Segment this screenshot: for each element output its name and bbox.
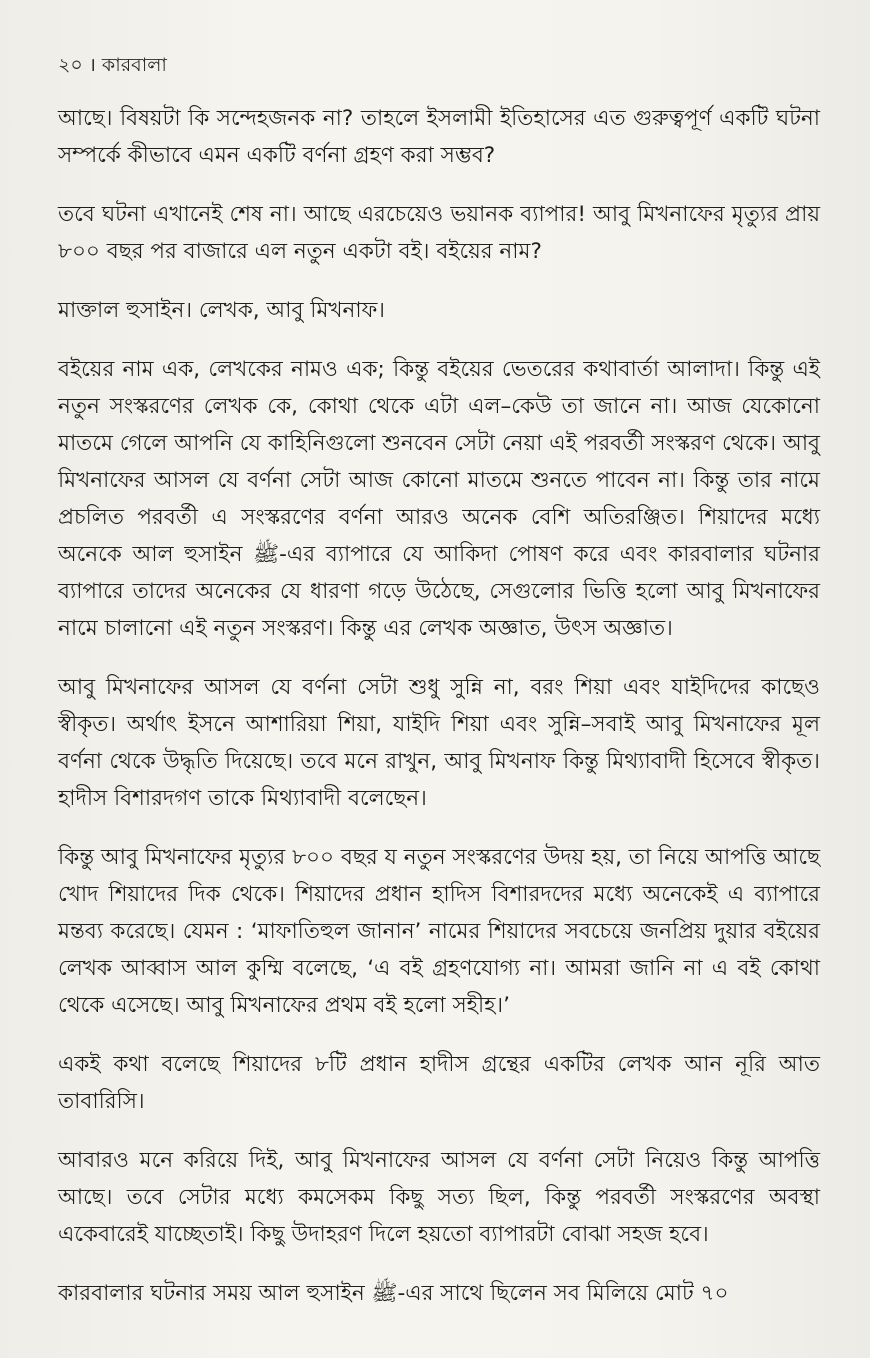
book-title: কারবালা bbox=[101, 54, 167, 76]
paragraph: একই কথা বলেছে শিয়াদের ৮টি প্রধান হাদীস গ্রন্থের একটির লেখক আন নূরি আত তাবারিসি। bbox=[58, 1052, 820, 1114]
paragraph: কারবালার ঘটনার সময় আল হুসাইন ﷺ-এর সাথে ছিলেন সব মিলিয়ে মোট ৭০ bbox=[58, 1281, 729, 1306]
running-head-separator: । bbox=[88, 54, 96, 76]
paragraph: কিন্তু আবু মিখনাফের মৃত্যুর ৮০০ বছর য নতুন সংস্করণের উদয় হয়, তা নিয়ে আপত্তি আছে খোদ শিয়াদের দিক থেকে। শিয়াদের প্রধান হাদিস বিশারদদের মধ্যে অনেকেই এ ব্যাপারে মন্তব্য করেছে। যেমন : ‘মাফাতিহুল জানান’ নামের শিয়াদের সবচেয়ে জনপ্রিয় দুয়ার বইয়ের লেখক আব্বাস আল কুম্মি বলেছে, ‘এ বই গ্রহণযোগ্য না। আমরা জানি না এ বই কোথা থেকে এসেছে। আবু মিখনাফের প্রথম বই হলো সহীহ।’ bbox=[58, 845, 820, 1018]
paragraph: আবারও মনে করিয়ে দিই, আবু মিখনাফের আসল যে বর্ণনা সেটা নিয়েও কিন্তু আপত্তি আছে। তবে সেটার মধ্যে কমসেকম কিছু সত্য ছিল, কিন্তু পরবর্তী সংস্করণের অবস্থা একেবারেই যাচ্ছেতাই। কিছু উদাহরণ দিলে হয়তো ব্যাপারটা বোঝা সহজ হবে। bbox=[58, 1148, 820, 1247]
running-head bbox=[58, 52, 167, 78]
page-number: ২০ bbox=[58, 54, 83, 76]
paragraph: আছে। বিষয়টা কি সন্দেহজনক না? তাহলে ইসলামী ইতিহাসের এত গুরুত্বপূর্ণ একটি ঘটনা সম্পর্কে কীভাবে এমন একটি বর্ণনা গ্রহণ করা সম্ভব? bbox=[58, 106, 820, 168]
paragraph: তবে ঘটনা এখানেই শেষ না। আছে এরচেয়েও ভয়ানক ব্যাপার! আবু মিখনাফের মৃত্যুর প্রায় ৮০০ বছর পর বাজারে এল নতুন একটা বই। বইয়ের নাম? bbox=[58, 202, 820, 264]
paragraph: মাক্তাল হুসাইন। লেখক, আবু মিখনাফ। bbox=[58, 298, 385, 323]
paragraph: আবু মিখনাফের আসল যে বর্ণনা সেটা শুধু সুন্নি না, বরং শিয়া এবং যাইদিদের কাছেও স্বীকৃত। অর্থাৎ ইসনে আশারিয়া শিয়া, যাইদি শিয়া এবং সুন্নি–সবাই আবু মিখনাফের মূল বর্ণনা থেকে উদ্ধৃতি দিয়েছে। তবে মনে রাখুন, আবু মিখনাফ কিন্তু মিথ্যাবাদী হিসেবে স্বীকৃত। হাদীস বিশারদগণ তাকে মিথ্যাবাদী বলেছেন। bbox=[58, 675, 820, 811]
body-text bbox=[58, 100, 820, 1330]
paragraph: বইয়ের নাম এক, লেখকের নামও এক; কিন্তু বইয়ের ভেতরের কথাবার্তা আলাদা। কিন্তু এই নতুন সংস্করণের লেখক কে, কোথা থেকে এটা এল–কেউ তা জানে না। আজ যেকোনো মাতমে গেলে আপনি যে কাহিনিগুলো শুনবেন সেটা নেয়া এই পরবর্তী সংস্করণ থেকে। আবু মিখনাফের আসল যে বর্ণনা সেটা আজ কোনো মাতমে শুনতে পাবেন না। কিন্তু তার নামে প্রচলিত পরবর্তী এ সংস্করণের বর্ণনা আরও অনেক বেশি অতিরঞ্জিত। শিয়াদের মধ্যে অনেকে আল হুসাইন ﷺ-এর ব্যাপারে যে আকিদা পোষণ করে এবং কারবালার ঘটনার ব্যাপারে তাদের অনেকের যে ধারণা গড়ে উঠেছে, সেগুলোর ভিত্তি হলো আবু মিখনাফের নামে চালানো এই নতুন সংস্করণ। কিন্তু এর লেখক অজ্ঞাত, উৎস অজ্ঞাত। bbox=[58, 357, 820, 641]
